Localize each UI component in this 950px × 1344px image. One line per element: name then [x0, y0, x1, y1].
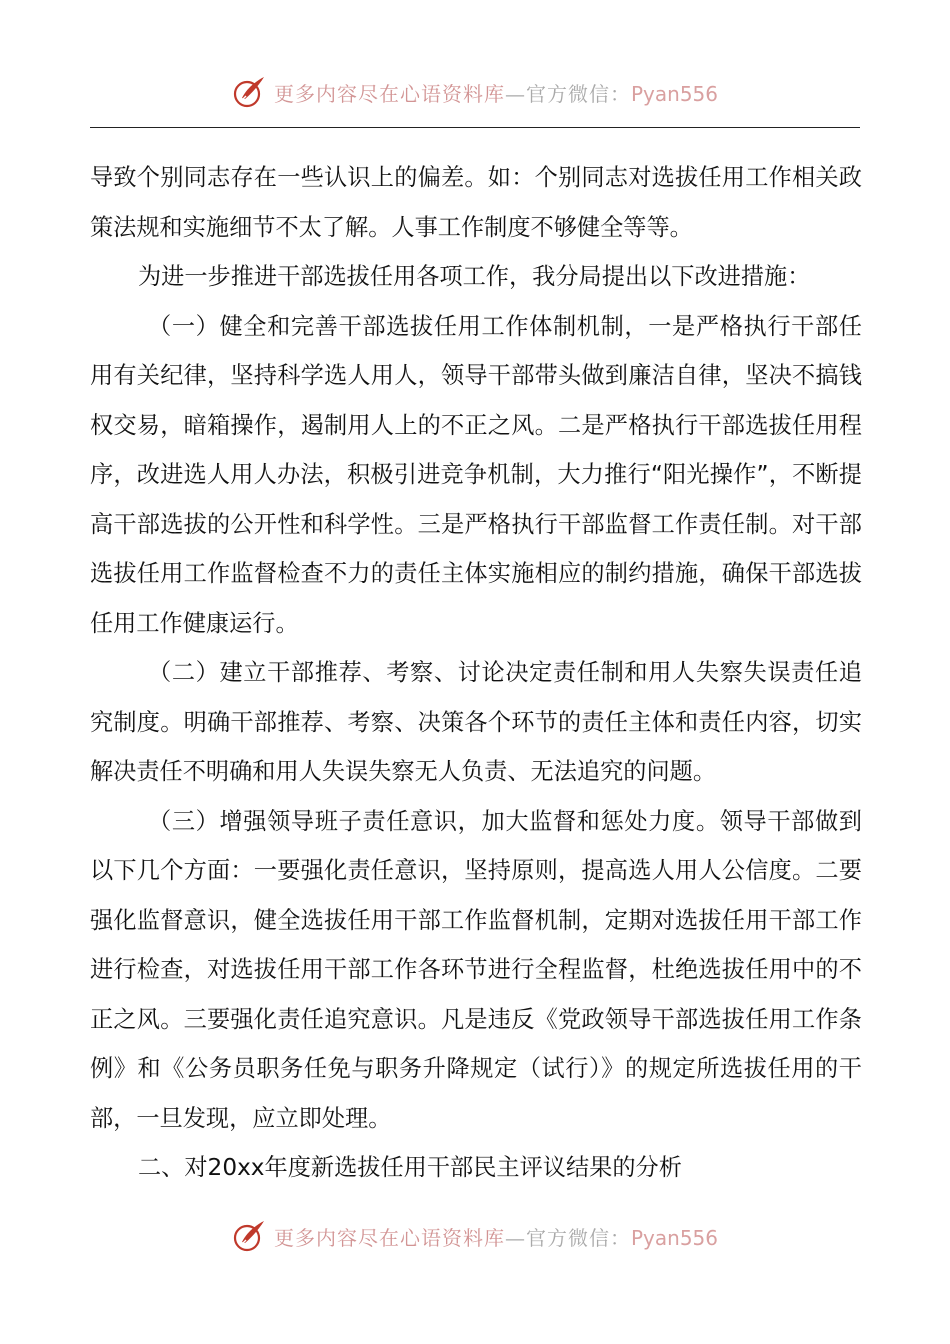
paragraph-1: 导致个别同志存在一些认识上的偏差。如：个别同志对选拔任用工作相关政策法规和实施细节不太了解。人事工作制度不够健全等等。 — [90, 164, 862, 241]
watermark-wechat-id: Pyan556 — [630, 1225, 718, 1250]
watermark-wechat-id: Pyan556 — [630, 81, 718, 106]
document-body — [90, 153, 862, 1193]
watermark-label: 官方微信： — [525, 1225, 631, 1250]
header-rule — [90, 127, 860, 128]
watermark-label: 官方微信： — [525, 81, 631, 106]
watermark-dash: — — [504, 81, 526, 106]
watermark-text — [274, 78, 718, 107]
watermark-brand: 更多内容尽在心语资料库 — [273, 1225, 505, 1250]
paragraph-measure-1: （一）健全和完善干部选拔任用工作体制机制，一是严格执行干部任用有关纪律，坚持科学选人用人，领导干部带头做到廉洁自律，坚决不搞钱权交易，暗箱操作，遏制用人上的不正之风。二是严格执行干部选拔任用程序，改进选人用人办法，积极引进竞争机制，大力推行“阳光操作”，不断提高干部选拔的公开性和科学性。三是严格执行干部监督工作责任制。对干部选拔任用工作监督检查不力的责任主体实施相应的制约措施，确保干部选拔任用工作健康运行。 — [90, 312, 862, 637]
header-watermark — [0, 70, 950, 114]
footer-watermark — [0, 1214, 950, 1258]
paragraph-measure-2: （二）建立干部推荐、考察、讨论决定责任制和用人失察失误责任追究制度。明确干部推荐、考察、决策各个环节的责任主体和责任内容，切实解决责任不明确和用人失误失察无人负责、无法追究的问题。 — [90, 659, 862, 785]
watermark-brand: 更多内容尽在心语资料库 — [273, 81, 505, 106]
section-heading-2: 二、对20xx年度新选拔任用干部民主评议结果的分析 — [138, 1154, 682, 1181]
paragraph-measure-3: （三）增强领导班子责任意识，加大监督和惩处力度。领导干部做到以下几个方面：一要强化责任意识，坚持原则，提高选人用人公信度。二要强化监督意识，健全选拔任用干部工作监督机制，定期对选拔任用干部工作进行检查，对选拔任用干部工作各环节进行全程监督，杜绝选拔任用中的不正之风。三要强化责任追究意识。凡是违反《党政领导干部选拔任用工作条例》和《公务员职务任免与职务升降规定（试行）》的规定所选拔任用的干部，一旦发现，应立即处理。 — [90, 807, 862, 1132]
watermark-text — [274, 1222, 718, 1251]
watermark-dash: — — [504, 1225, 526, 1250]
paragraph-2: 为进一步推进干部选拔任用各项工作，我分局提出以下改进措施： — [138, 263, 811, 290]
quill-pen-logo-icon — [232, 74, 268, 110]
quill-pen-logo-icon — [232, 1218, 268, 1254]
